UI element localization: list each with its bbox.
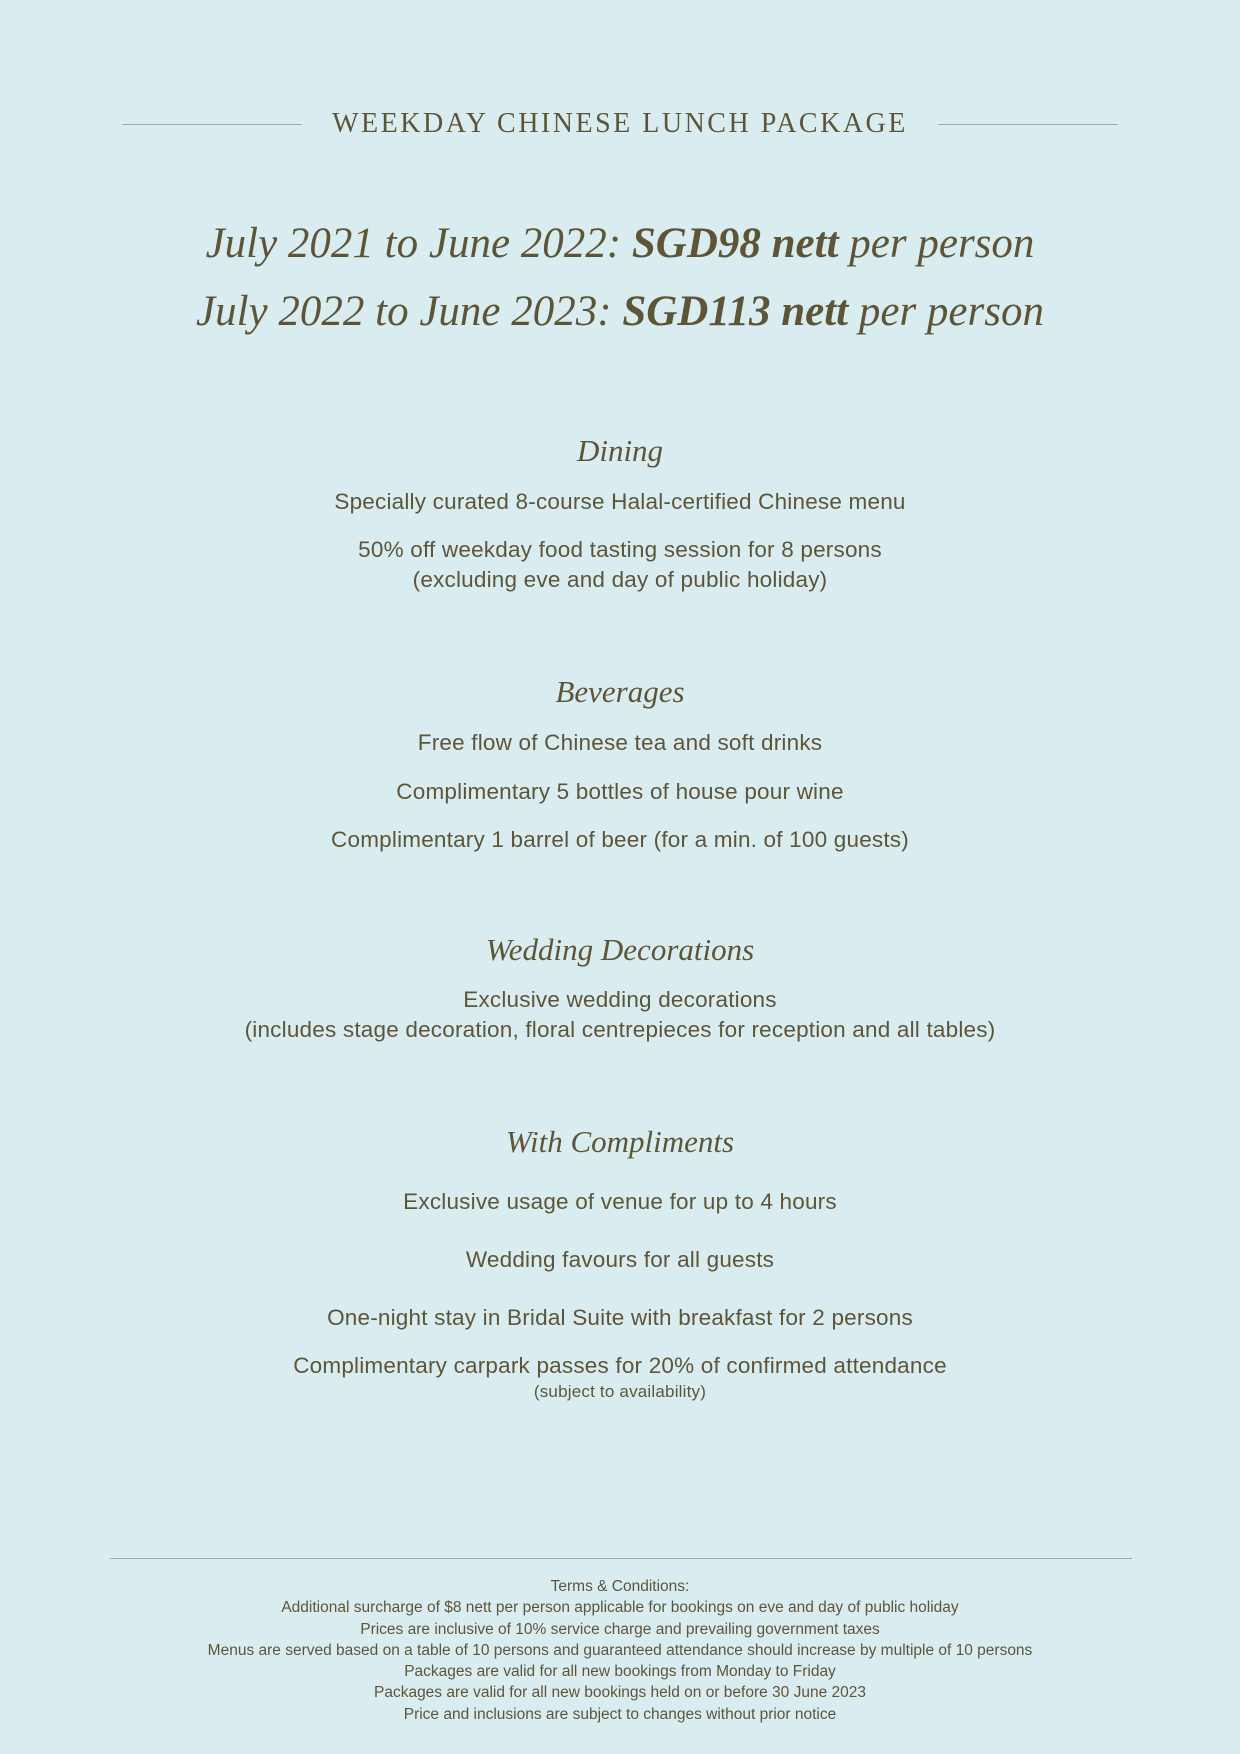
compliments-items [0, 1351, 1240, 1403]
dining-title: Dining [576, 433, 664, 468]
compliment-item: Exclusive usage of venue for up to 4 hours [403, 1189, 837, 1214]
dining-items [0, 487, 1240, 517]
price-line [0, 278, 1240, 346]
terms-line: Packages are valid for all new bookings from Monday to Friday [404, 1663, 836, 1681]
header-rule-left [122, 124, 302, 125]
dining-item-note: (excluding eve and day of public holiday) [412, 567, 828, 592]
price-period: July 2021 to June 2022: [205, 220, 622, 267]
dining-item: 50% off weekday food tasting session for 8 persons [358, 537, 882, 562]
decorations-title: Wedding Decorations [485, 932, 755, 967]
page-title: WEEKDAY CHINESE LUNCH PACKAGE [332, 108, 908, 139]
decorations-items [0, 985, 1240, 1045]
beverages-items [0, 825, 1240, 855]
page-header [120, 108, 1120, 140]
price-line [0, 210, 1240, 278]
decorations-section [0, 930, 1240, 970]
terms-block [0, 1576, 1240, 1725]
compliments-items [0, 1245, 1240, 1275]
terms-line: Packages are valid for all new bookings held on or before 30 June 2023 [373, 1684, 867, 1702]
beverage-item: Free flow of Chinese tea and soft drinks [417, 730, 823, 755]
beverages-section [0, 672, 1240, 712]
price-list [0, 210, 1240, 346]
price-amount: SGD113 nett [622, 288, 849, 335]
compliment-item-note: (subject to availability) [533, 1382, 707, 1401]
dining-section [0, 431, 1240, 471]
terms-heading: Terms & Conditions: [550, 1578, 690, 1595]
decoration-item: Exclusive wedding decorations [463, 987, 777, 1012]
compliments-title: With Compliments [505, 1124, 735, 1159]
dining-item: Specially curated 8-course Halal-certified Chinese menu [334, 489, 906, 514]
terms-line: Prices are inclusive of 10% service charge and prevailing government taxes [360, 1620, 880, 1638]
price-suffix: per person [858, 288, 1044, 335]
beverages-items [0, 777, 1240, 807]
price-amount: SGD98 nett [631, 220, 839, 267]
terms-divider [110, 1558, 1132, 1559]
terms-line: Additional surcharge of $8 nett per person applicable for bookings on eve and day of public holiday [281, 1599, 959, 1617]
price-period: July 2022 to June 2023: [196, 288, 612, 335]
dining-items [0, 535, 1240, 595]
decoration-item-note: (includes stage decoration, floral centrepieces for reception and all tables) [244, 1017, 996, 1042]
header-rule-right [938, 124, 1118, 125]
beverage-item: Complimentary 5 bottles of house pour wine [396, 779, 844, 804]
compliments-section [0, 1122, 1240, 1162]
terms-line: Price and inclusions are subject to changes without prior notice [403, 1705, 837, 1723]
compliments-items [0, 1187, 1240, 1217]
beverage-item: Complimentary 1 barrel of beer (for a min. of 100 guests) [331, 827, 909, 852]
beverages-title: Beverages [555, 674, 685, 709]
terms-line: Menus are served based on a table of 10 persons and guaranteed attendance should increase by multiple of 10 persons [207, 1641, 1033, 1659]
compliments-items [0, 1303, 1240, 1333]
price-suffix: per person [849, 220, 1035, 267]
compliment-item: One-night stay in Bridal Suite with breakfast for 2 persons [327, 1305, 913, 1330]
beverages-items [0, 728, 1240, 758]
compliment-item: Complimentary carpark passes for 20% of confirmed attendance [293, 1353, 947, 1378]
compliment-item: Wedding favours for all guests [465, 1247, 775, 1272]
